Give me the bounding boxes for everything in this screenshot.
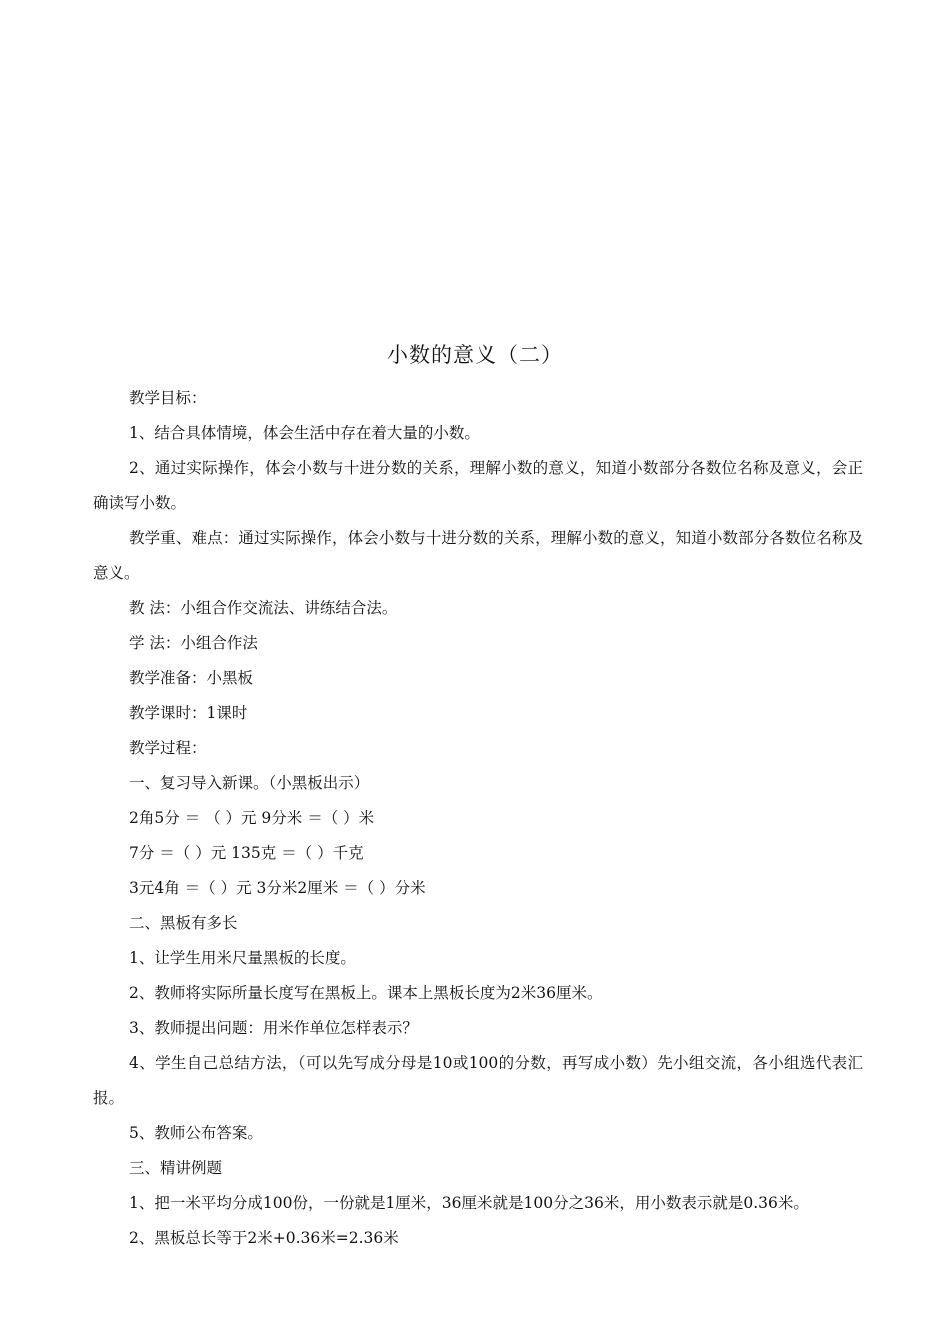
paragraph: 5、教师公布答案。 (129, 1124, 263, 1142)
paragraph: 教学准备：小黑板 (129, 669, 254, 687)
paragraph: 一、复习导入新课。（小黑板出示） (129, 774, 370, 792)
paragraph: 三、精讲例题 (129, 1159, 223, 1177)
paragraph: 二、黑板有多长 (129, 914, 238, 932)
paragraph: 2、教师将实际所量长度写在黑板上。课本上黑板长度为2米36厘米。 (129, 984, 603, 1002)
paragraph: 1、结合具体情境，体会生活中存在着大量的小数。 (129, 424, 480, 442)
document-title: 小数的意义（二） (387, 343, 563, 367)
paragraph: 2、黑板总长等于2米+0.36米=2.36米 (129, 1229, 399, 1247)
paragraph: 教学过程： (129, 739, 207, 757)
paragraph: 教学课时：1课时 (129, 704, 248, 722)
paragraph: 2角5分 ＝ （ ）元 9分米 ＝（ ）米 (129, 809, 375, 827)
paragraph: 4、学生自己总结方法，（可以先写成分母是10或100的分数，再写成小数）先小组交流，各小组选代表汇报。 (93, 1054, 863, 1107)
paragraph: 3、教师提出问题：用米作单位怎样表示？ (129, 1019, 418, 1037)
paragraph: 3元4角 ＝（ ）元 3分米2厘米 ＝（ ）分米 (129, 879, 426, 897)
paragraph: 教学目标： (129, 389, 207, 407)
paragraph: 1、让学生用米尺量黑板的长度。 (129, 949, 356, 967)
document-body (93, 381, 863, 1256)
paragraph: 教 法：小组合作交流法、讲练结合法。 (129, 599, 398, 617)
paragraph: 7分 ＝（ ）元 135克 ＝（ ）千克 (129, 844, 364, 862)
paragraph: 学 法：小组合作法 (129, 634, 258, 652)
paragraph: 2、通过实际操作，体会小数与十进分数的关系，理解小数的意义，知道小数部分各数位名称及意义，会正确读写小数。 (93, 459, 863, 512)
paragraph: 教学重、难点：通过实际操作，体会小数与十进分数的关系，理解小数的意义，知道小数部分各数位名称及意义。 (93, 529, 863, 582)
paragraph: 1、把一米平均分成100份，一份就是1厘米，36厘米就是100分之36米，用小数表示就是0.36米。 (129, 1194, 809, 1212)
